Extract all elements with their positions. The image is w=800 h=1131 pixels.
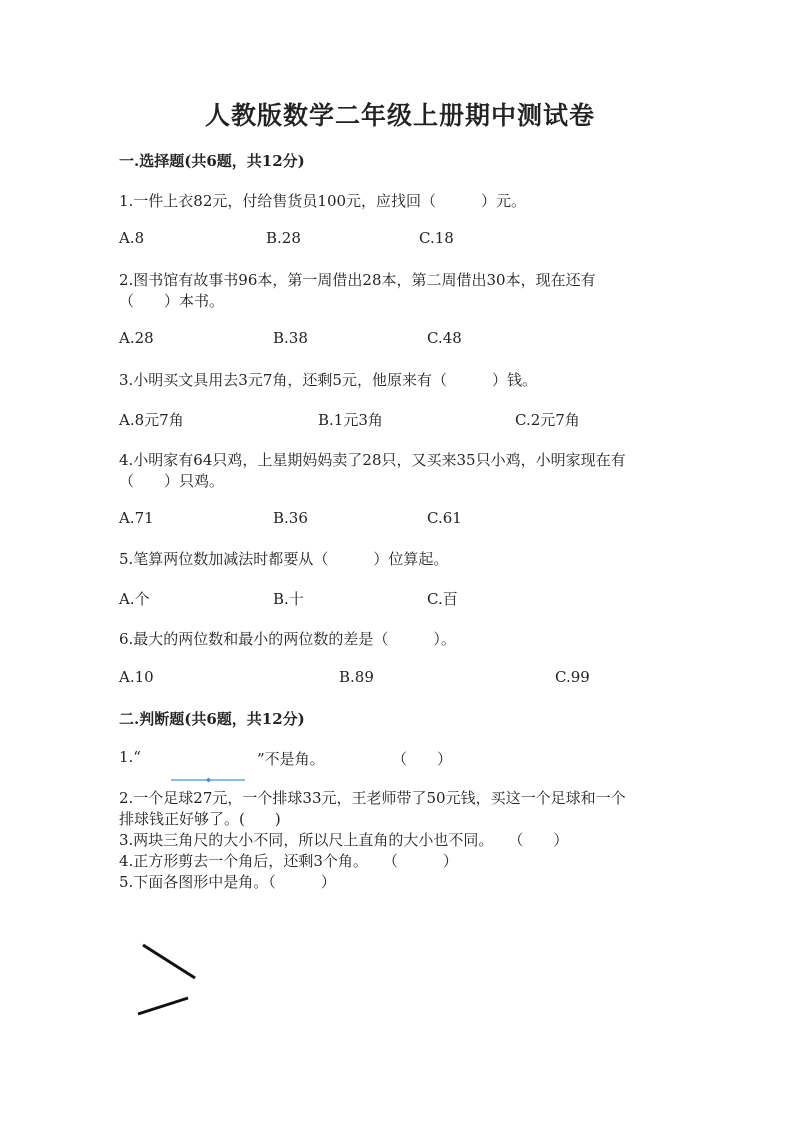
- page-title: 人教版数学二年级上册期中测试卷: [204, 101, 595, 130]
- question-4: 4.小明家有64只鸡，上星期妈妈卖了28只，又买来35只小鸡，小明家现在有: [119, 451, 626, 469]
- judge-question-1-prefix: 1.“: [119, 748, 141, 766]
- option-b: B.36: [273, 509, 308, 527]
- judge-question-2: 2.一个足球27元，一个排球33元，王老师带了50元钱，买这一个足球和一个: [119, 789, 626, 807]
- option-a: A.10: [119, 668, 154, 686]
- option-a: A.8元7角: [119, 411, 184, 429]
- judge-question-4: 4.正方形剪去一个角后，还剩3个角。 （ ）: [119, 852, 458, 870]
- option-b: B.28: [266, 229, 301, 247]
- option-c: C.99: [555, 668, 590, 686]
- option-b: B.89: [339, 668, 374, 686]
- judge-question-1-suffix: ”不是角。: [257, 750, 325, 768]
- option-c: C.18: [419, 229, 454, 247]
- ray-figure: [170, 774, 250, 786]
- judge-question-2-line2: 排球钱正好够了。( ): [119, 810, 281, 828]
- option-a: A.28: [119, 329, 154, 347]
- option-c: C.百: [427, 590, 458, 608]
- question-1: 1.一件上衣82元，付给售货员100元，应找回（ ）元。: [119, 192, 527, 210]
- question-4-line2: （ ）只鸡。: [119, 472, 225, 490]
- question-2-line2: （ ）本书。: [119, 292, 225, 310]
- option-c: C.48: [427, 329, 462, 347]
- option-b: B.十: [273, 590, 304, 608]
- angle-figure: [130, 935, 210, 1025]
- question-2: 2.图书馆有故事书96本，第一周借出28本，第二周借出30本，现在还有: [119, 271, 596, 289]
- section-heading-judge: 二.判断题(共6题，共12分): [119, 710, 305, 728]
- judge-question-5: 5.下面各图形中是角。（ ）: [119, 873, 336, 891]
- option-a: A.71: [119, 509, 154, 527]
- judge-question-1-paren: （ ）: [392, 750, 453, 768]
- question-5: 5.笔算两位数加减法时都要从（ ）位算起。: [119, 550, 449, 568]
- question-3: 3.小明买文具用去3元7角，还剩5元，他原来有（ ）钱。: [119, 371, 537, 389]
- option-a: A.个: [119, 590, 150, 608]
- question-6: 6.最大的两位数和最小的两位数的差是（ ）。: [119, 630, 456, 648]
- judge-question-3: 3.两块三角尺的大小不同，所以尺上直角的大小也不同。 （ ）: [119, 831, 569, 849]
- option-b: B.38: [273, 329, 308, 347]
- option-c: C.2元7角: [515, 411, 580, 429]
- section-heading-choice: 一.选择题(共6题，共12分): [119, 152, 305, 170]
- option-b: B.1元3角: [318, 411, 383, 429]
- option-a: A.8: [119, 229, 145, 247]
- option-c: C.61: [427, 509, 462, 527]
